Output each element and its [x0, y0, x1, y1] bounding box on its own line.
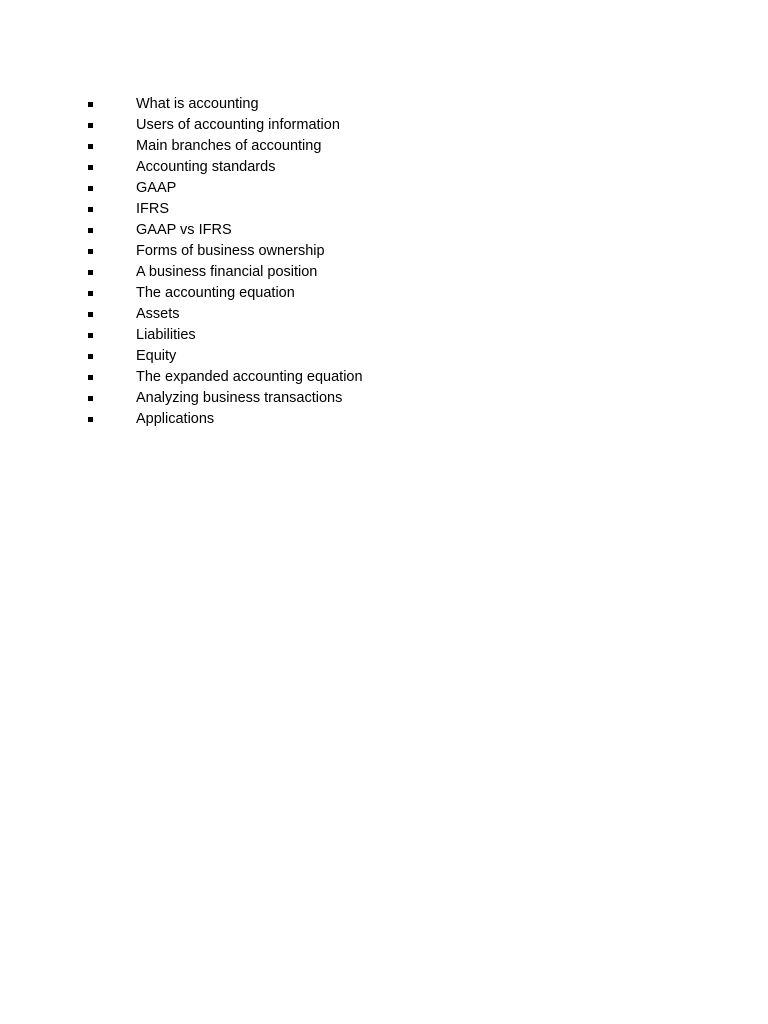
list-item-text: The accounting equation [136, 285, 295, 301]
list-item-text: Liabilities [136, 327, 196, 343]
square-bullet-icon [88, 354, 93, 359]
square-bullet-icon [88, 270, 93, 275]
list-item-text: What is accounting [136, 96, 259, 112]
list-item-text: GAAP vs IFRS [136, 222, 232, 238]
list-item-text: GAAP [136, 180, 177, 196]
square-bullet-icon [88, 291, 93, 296]
square-bullet-icon [88, 186, 93, 191]
square-bullet-icon [88, 207, 93, 212]
square-bullet-icon [88, 123, 93, 128]
list-item-text: Assets [136, 306, 180, 322]
list-item-text: Analyzing business transactions [136, 390, 343, 406]
list-item-text: Equity [136, 348, 177, 364]
list-item-text: Users of accounting information [136, 117, 340, 133]
square-bullet-icon [88, 102, 93, 107]
list-item-text: A business financial position [136, 264, 318, 280]
square-bullet-icon [88, 312, 93, 317]
list-item-text: Applications [136, 411, 215, 427]
square-bullet-icon [88, 165, 93, 170]
square-bullet-icon [88, 396, 93, 401]
list-item-text: Accounting standards [136, 159, 276, 175]
square-bullet-icon [88, 417, 93, 422]
list-item-text: IFRS [136, 201, 170, 217]
square-bullet-icon [88, 333, 93, 338]
list-item-text: Forms of business ownership [136, 243, 325, 259]
list-item-text: Main branches of accounting [136, 138, 322, 154]
square-bullet-icon [88, 249, 93, 254]
list-item-text: The expanded accounting equation [136, 369, 363, 385]
square-bullet-icon [88, 228, 93, 233]
square-bullet-icon [88, 375, 93, 380]
square-bullet-icon [88, 144, 93, 149]
